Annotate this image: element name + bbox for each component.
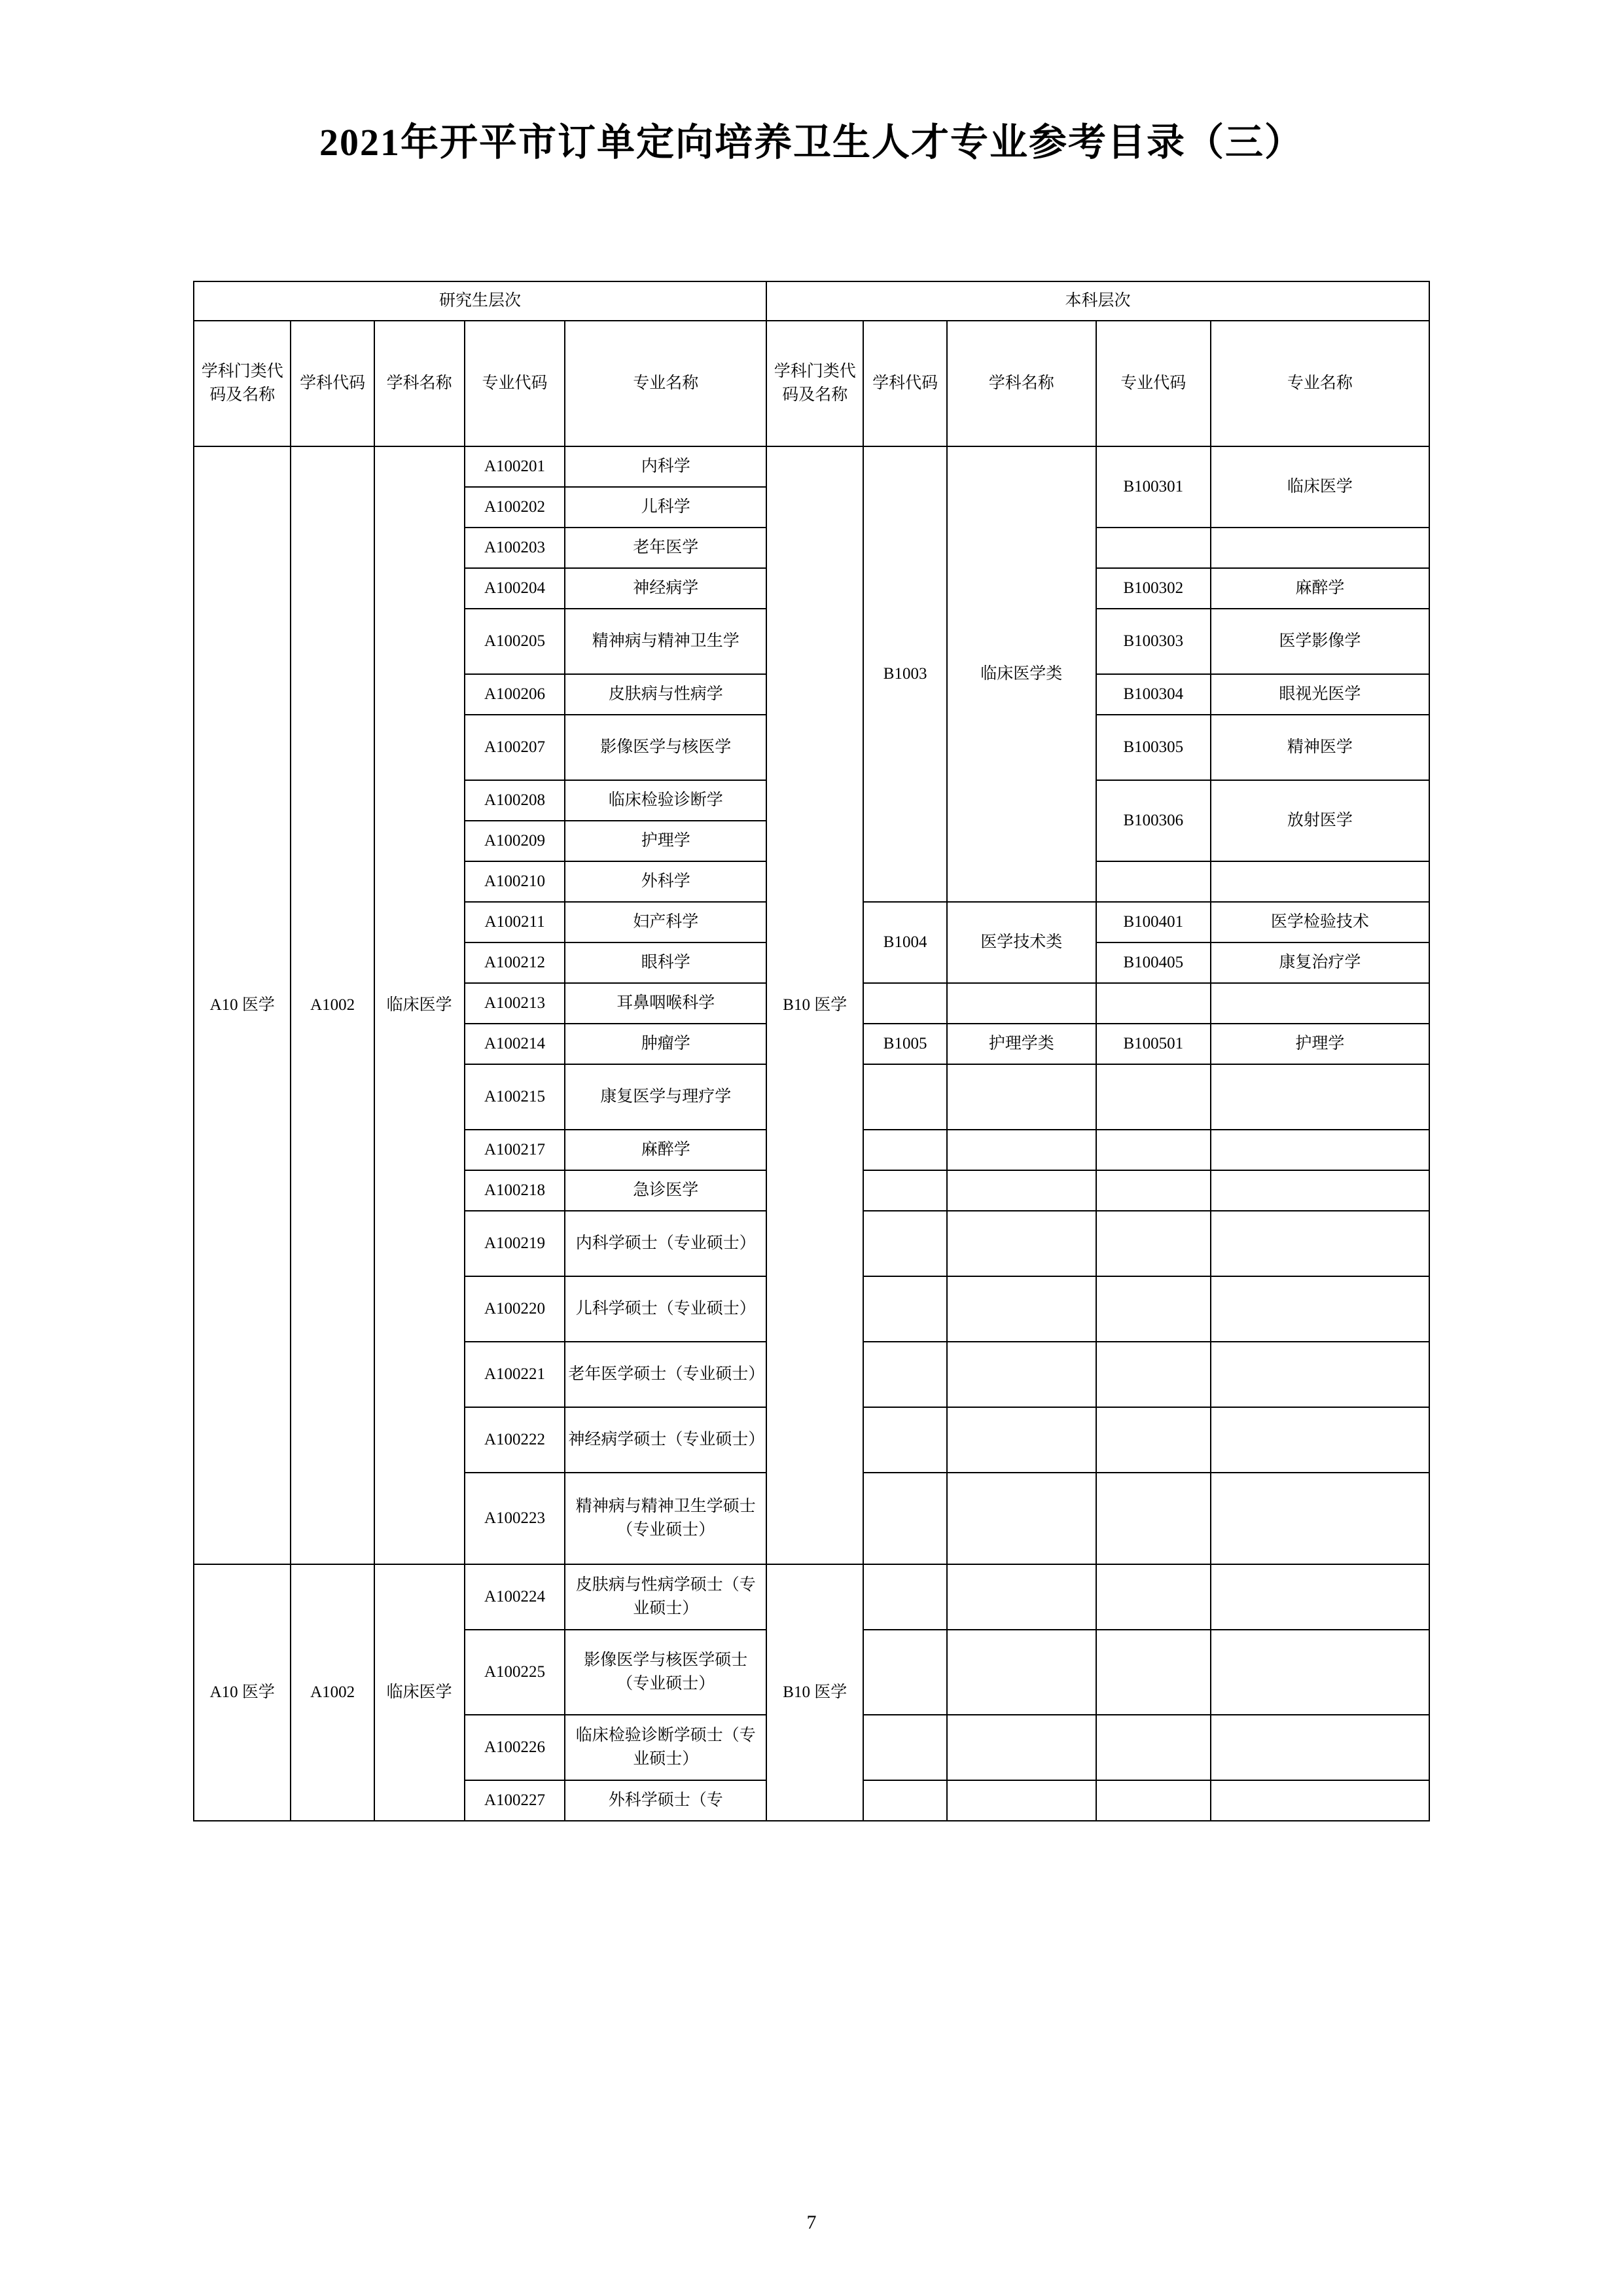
col-header-g-discipline-category: 学科门类代码及名称 <box>194 321 291 446</box>
col-header-g-major-code: 专业代码 <box>465 321 565 446</box>
catalog-table-container <box>193 281 1430 1821</box>
cell-u-group-name-empty <box>947 1211 1096 1276</box>
cell-g-major-code: A100203 <box>465 528 565 568</box>
cell-u-major-name <box>1211 1780 1429 1821</box>
cell-u-major-code <box>1096 1342 1211 1407</box>
cell-u-group-name-empty <box>947 1064 1096 1130</box>
cell-g-major-code: A100205 <box>465 609 565 674</box>
cell-u-group-name-empty <box>947 1715 1096 1780</box>
cell-u-group-code-empty <box>863 1715 946 1780</box>
cell-u-group-code-empty <box>863 1473 946 1564</box>
cell-u-major-code <box>1096 1780 1211 1821</box>
cell-u-major-name <box>1211 1564 1429 1630</box>
page-number: 7 <box>806 2212 817 2233</box>
cell-g-discipline-category: A10 医学 <box>194 1564 291 1821</box>
cell-u-major-code <box>1096 1211 1211 1276</box>
cell-g-major-code: A100214 <box>465 1024 565 1064</box>
table-row <box>194 446 1429 487</box>
cell-g-major-name: 神经病学硕士（专业硕士） <box>565 1407 766 1473</box>
cell-u-group-name-empty <box>947 1564 1096 1630</box>
cell-u-group-name-empty <box>947 1276 1096 1342</box>
cell-u-major-code <box>1096 528 1211 568</box>
cell-u-major-name <box>1211 1064 1429 1130</box>
cell-u-major-name <box>1211 1211 1429 1276</box>
cell-u-discipline-category: B10 医学 <box>766 446 863 1564</box>
cell-u-major-name <box>1211 1130 1429 1170</box>
cell-g-discipline-category: A10 医学 <box>194 446 291 1564</box>
cell-u-group-code-empty <box>863 1170 946 1211</box>
cell-u-group-name-empty <box>947 983 1096 1024</box>
cell-u-major-code: B100304 <box>1096 674 1211 715</box>
cell-u-major-code <box>1096 1276 1211 1342</box>
cell-u-major-code <box>1096 1130 1211 1170</box>
cell-u-major-code: B100501 <box>1096 1024 1211 1064</box>
cell-u-group-code-empty <box>863 1064 946 1130</box>
cell-g-major-name: 影像医学与核医学 <box>565 715 766 780</box>
group-header-graduate: 研究生层次 <box>194 281 766 321</box>
cell-g-major-code: A100210 <box>465 861 565 902</box>
cell-u-major-code <box>1096 1630 1211 1715</box>
cell-g-major-name: 影像医学与核医学硕士（专业硕士） <box>565 1630 766 1715</box>
cell-g-major-code: A100202 <box>465 487 565 528</box>
group-header-undergraduate: 本科层次 <box>766 281 1429 321</box>
cell-g-major-code: A100206 <box>465 674 565 715</box>
cell-u-group-name-empty <box>947 1630 1096 1715</box>
cell-g-major-code: A100212 <box>465 942 565 983</box>
col-header-g-discipline-name: 学科名称 <box>374 321 465 446</box>
cell-g-major-name: 内科学 <box>565 446 766 487</box>
cell-u-group-code-b1003: B1003 <box>863 446 946 902</box>
cell-u-group-name-empty <box>947 1407 1096 1473</box>
cell-g-major-code: A100225 <box>465 1630 565 1715</box>
col-header-u-discipline-code: 学科代码 <box>863 321 946 446</box>
cell-u-group-code-empty <box>863 1211 946 1276</box>
table-row <box>194 1564 1429 1630</box>
cell-u-major-code <box>1096 861 1211 902</box>
cell-u-major-name <box>1211 1170 1429 1211</box>
cell-u-group-name-b1005: 护理学类 <box>947 1024 1096 1064</box>
cell-g-major-code: A100223 <box>465 1473 565 1564</box>
cell-g-major-code: A100213 <box>465 983 565 1024</box>
cell-u-major-name: 精神医学 <box>1211 715 1429 780</box>
cell-u-major-name <box>1211 1407 1429 1473</box>
cell-u-major-code: B100301 <box>1096 446 1211 528</box>
cell-u-major-name: 医学检验技术 <box>1211 902 1429 942</box>
cell-g-major-code: A100221 <box>465 1342 565 1407</box>
cell-g-major-name: 精神病与精神卫生学硕士（专业硕士） <box>565 1473 766 1564</box>
cell-u-major-code: B100302 <box>1096 568 1211 609</box>
cell-g-major-code: A100218 <box>465 1170 565 1211</box>
cell-u-major-code: B100401 <box>1096 902 1211 942</box>
col-header-u-major-name: 专业名称 <box>1211 321 1429 446</box>
cell-g-major-code: A100207 <box>465 715 565 780</box>
cell-u-group-code-empty <box>863 1276 946 1342</box>
cell-g-discipline-name: 临床医学 <box>374 1564 465 1821</box>
cell-u-major-code <box>1096 1407 1211 1473</box>
cell-u-major-name: 护理学 <box>1211 1024 1429 1064</box>
cell-u-major-code: B100305 <box>1096 715 1211 780</box>
cell-u-major-name <box>1211 1715 1429 1780</box>
cell-u-major-code <box>1096 1473 1211 1564</box>
cell-g-major-name: 精神病与精神卫生学 <box>565 609 766 674</box>
cell-u-major-code <box>1096 1170 1211 1211</box>
cell-g-major-name: 肿瘤学 <box>565 1024 766 1064</box>
cell-g-major-name: 老年医学硕士（专业硕士） <box>565 1342 766 1407</box>
col-header-g-major-name: 专业名称 <box>565 321 766 446</box>
cell-g-major-code: A100208 <box>465 780 565 821</box>
cell-g-major-name: 皮肤病与性病学硕士（专业硕士） <box>565 1564 766 1630</box>
page-title: 2021年开平市订单定向培养卫生人才专业参考目录（三） <box>319 121 1304 164</box>
cell-g-major-code: A100224 <box>465 1564 565 1630</box>
col-header-u-discipline-name: 学科名称 <box>947 321 1096 446</box>
cell-g-major-name: 内科学硕士（专业硕士） <box>565 1211 766 1276</box>
cell-u-major-code <box>1096 1715 1211 1780</box>
cell-u-major-name: 临床医学 <box>1211 446 1429 528</box>
cell-u-major-name: 医学影像学 <box>1211 609 1429 674</box>
cell-u-group-name-empty <box>947 1473 1096 1564</box>
cell-u-major-name <box>1211 1342 1429 1407</box>
cell-u-group-code-empty <box>863 1630 946 1715</box>
cell-u-group-name-empty <box>947 1130 1096 1170</box>
cell-u-major-code: B100303 <box>1096 609 1211 674</box>
cell-g-major-name: 临床检验诊断学 <box>565 780 766 821</box>
cell-g-major-code: A100220 <box>465 1276 565 1342</box>
cell-g-major-code: A100226 <box>465 1715 565 1780</box>
cell-g-major-name: 儿科学硕士（专业硕士） <box>565 1276 766 1342</box>
cell-g-major-code: A100219 <box>465 1211 565 1276</box>
cell-g-major-name: 麻醉学 <box>565 1130 766 1170</box>
cell-g-major-name: 神经病学 <box>565 568 766 609</box>
cell-u-discipline-category: B10 医学 <box>766 1564 863 1821</box>
cell-g-discipline-code: A1002 <box>291 1564 374 1821</box>
cell-g-major-code: A100204 <box>465 568 565 609</box>
col-header-u-major-code: 专业代码 <box>1096 321 1211 446</box>
table-column-header-row <box>194 321 1429 446</box>
cell-g-major-name: 老年医学 <box>565 528 766 568</box>
catalog-table <box>193 281 1430 1821</box>
cell-g-discipline-name: 临床医学 <box>374 446 465 1564</box>
cell-u-group-code-empty <box>863 1130 946 1170</box>
cell-u-major-name: 康复治疗学 <box>1211 942 1429 983</box>
cell-u-group-code-empty <box>863 983 946 1024</box>
cell-g-major-name: 康复医学与理疗学 <box>565 1064 766 1130</box>
cell-u-major-code <box>1096 983 1211 1024</box>
cell-g-major-code: A100215 <box>465 1064 565 1130</box>
cell-g-major-code: A100201 <box>465 446 565 487</box>
cell-g-major-name: 耳鼻咽喉科学 <box>565 983 766 1024</box>
cell-g-major-code: A100222 <box>465 1407 565 1473</box>
cell-u-major-name: 麻醉学 <box>1211 568 1429 609</box>
cell-u-group-code-empty <box>863 1342 946 1407</box>
cell-u-major-code <box>1096 1064 1211 1130</box>
cell-u-group-code-empty <box>863 1564 946 1630</box>
cell-g-major-name: 皮肤病与性病学 <box>565 674 766 715</box>
cell-g-major-name: 外科学硕士（专 <box>565 1780 766 1821</box>
table-group-header-row <box>194 281 1429 321</box>
cell-u-group-code-b1004: B1004 <box>863 902 946 983</box>
cell-u-group-code-empty <box>863 1407 946 1473</box>
cell-g-major-code: A100209 <box>465 821 565 861</box>
cell-u-group-code-b1005: B1005 <box>863 1024 946 1064</box>
cell-g-major-name: 眼科学 <box>565 942 766 983</box>
cell-u-major-name <box>1211 1630 1429 1715</box>
cell-u-group-name-b1004: 医学技术类 <box>947 902 1096 983</box>
cell-u-major-name <box>1211 528 1429 568</box>
cell-u-major-name: 放射医学 <box>1211 780 1429 861</box>
cell-g-major-code: A100217 <box>465 1130 565 1170</box>
cell-u-major-name <box>1211 1473 1429 1564</box>
cell-u-group-name-b1003: 临床医学类 <box>947 446 1096 902</box>
cell-g-major-name: 护理学 <box>565 821 766 861</box>
cell-u-major-name <box>1211 983 1429 1024</box>
cell-u-major-code: B100306 <box>1096 780 1211 861</box>
cell-g-discipline-code: A1002 <box>291 446 374 1564</box>
cell-u-group-name-empty <box>947 1342 1096 1407</box>
cell-g-major-name: 急诊医学 <box>565 1170 766 1211</box>
cell-u-group-name-empty <box>947 1170 1096 1211</box>
cell-u-group-code-empty <box>863 1780 946 1821</box>
col-header-g-discipline-code: 学科代码 <box>291 321 374 446</box>
cell-u-major-code: B100405 <box>1096 942 1211 983</box>
cell-g-major-name: 儿科学 <box>565 487 766 528</box>
cell-u-major-name <box>1211 861 1429 902</box>
cell-u-major-name <box>1211 1276 1429 1342</box>
cell-g-major-code: A100227 <box>465 1780 565 1821</box>
cell-g-major-name: 临床检验诊断学硕士（专业硕士） <box>565 1715 766 1780</box>
cell-g-major-code: A100211 <box>465 902 565 942</box>
cell-u-major-code <box>1096 1564 1211 1630</box>
cell-g-major-name: 外科学 <box>565 861 766 902</box>
cell-u-major-name: 眼视光医学 <box>1211 674 1429 715</box>
cell-u-group-name-empty <box>947 1780 1096 1821</box>
col-header-u-discipline-category: 学科门类代码及名称 <box>766 321 863 446</box>
cell-g-major-name: 妇产科学 <box>565 902 766 942</box>
